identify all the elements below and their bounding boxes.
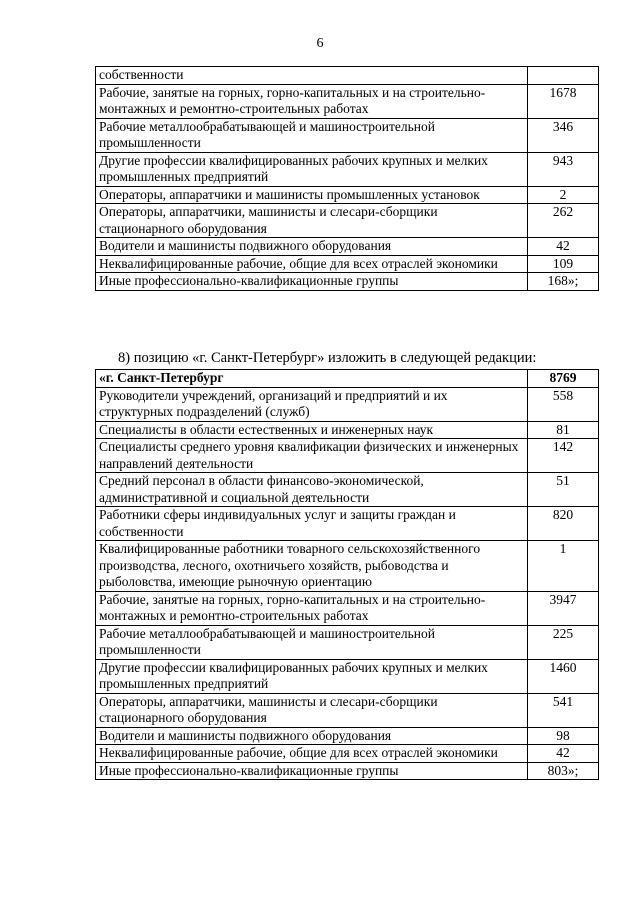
table-row: [96, 387, 599, 421]
occupation-group-label: Рабочие, занятые на горных, горно-капитальных и на строительно-монтажных и ремонтно-строительных работах: [96, 591, 528, 625]
occupation-group-label: собственности: [96, 67, 528, 85]
occupation-group-label: Операторы, аппаратчики, машинисты и слесари-сборщики стационарного оборудования: [96, 204, 528, 238]
occupation-group-label: Специалисты в области естественных и инженерных наук: [96, 421, 528, 439]
occupation-group-label: Другие профессии квалифицированных рабочих крупных и мелких промышленных предприятий: [96, 152, 528, 186]
table-row: [96, 421, 599, 439]
table-row: [96, 67, 599, 85]
occupation-group-label: Неквалифицированные рабочие, общие для всех отраслей экономики: [96, 255, 528, 273]
table-row: [96, 625, 599, 659]
table-row: [96, 745, 599, 763]
table-row: [96, 473, 599, 507]
occupation-group-label: Специалисты среднего уровня квалификации физических и инженерных направлений деятельности: [96, 439, 528, 473]
table-row: [96, 507, 599, 541]
table-row: [96, 693, 599, 727]
table-row: [96, 591, 599, 625]
occupation-group-label: Рабочие металлообрабатывающей и машиностроительной промышленности: [96, 625, 528, 659]
occupation-group-count: 42: [528, 238, 599, 256]
occupation-group-count: 1460: [528, 659, 599, 693]
occupation-group-count: 820: [528, 507, 599, 541]
occupation-group-count: 541: [528, 693, 599, 727]
amendment-instruction: 8) позицию «г. Санкт-Петербург» изложить в следующей редакции:: [118, 350, 537, 366]
occupation-group-count: 346: [528, 118, 599, 152]
table-row: [96, 186, 599, 204]
occupation-group-label: Неквалифицированные рабочие, общие для всех отраслей экономики: [96, 745, 528, 763]
occupation-group-label: Работники сферы индивидуальных услуг и защиты граждан и собственности: [96, 507, 528, 541]
occupation-group-count: 1: [528, 541, 599, 592]
occupation-group-count: 2: [528, 186, 599, 204]
region-name: «г. Санкт-Петербург: [96, 370, 528, 388]
occupation-group-count: 168»;: [528, 273, 599, 291]
table-row: [96, 238, 599, 256]
occupation-group-count: [528, 67, 599, 85]
occupation-group-label: Средний персонал в области финансово-экономической, административной и социальной деятельности: [96, 473, 528, 507]
table-row: [96, 204, 599, 238]
table-row: [96, 762, 599, 780]
saint-petersburg-table: [95, 369, 599, 780]
occupation-group-count: 81: [528, 421, 599, 439]
occupation-group-count: 3947: [528, 591, 599, 625]
occupation-group-label: Квалифицированные работники товарного сельскохозяйственного производства, лесного, охотничьего хозяйств, рыбоводства и рыболовства, имеющие рыночную ориентацию: [96, 541, 528, 592]
occupation-group-count: 42: [528, 745, 599, 763]
occupation-group-label: Иные профессионально-квалификационные группы: [96, 273, 528, 291]
region-header-row: [96, 370, 599, 388]
table-row: [96, 152, 599, 186]
region-total: 8769: [528, 370, 599, 388]
occupation-group-count: 109: [528, 255, 599, 273]
occupation-group-label: Иные профессионально-квалификационные группы: [96, 762, 528, 780]
occupation-group-count: 225: [528, 625, 599, 659]
occupation-group-count: 142: [528, 439, 599, 473]
occupation-group-label: Операторы, аппаратчики, машинисты и слесари-сборщики стационарного оборудования: [96, 693, 528, 727]
occupation-group-count: 943: [528, 152, 599, 186]
table-row: [96, 439, 599, 473]
table-body: [96, 67, 599, 291]
occupation-table-continued: [95, 66, 599, 291]
table-row: [96, 727, 599, 745]
occupation-group-label: Рабочие металлообрабатывающей и машиностроительной промышленности: [96, 118, 528, 152]
table-row: [96, 118, 599, 152]
occupation-group-count: 262: [528, 204, 599, 238]
table-row: [96, 659, 599, 693]
table-row: [96, 541, 599, 592]
occupation-group-count: 51: [528, 473, 599, 507]
table-row: [96, 84, 599, 118]
table-body: [96, 387, 599, 780]
occupation-group-label: Операторы, аппаратчики и машинисты промышленных установок: [96, 186, 528, 204]
table-row: [96, 273, 599, 291]
occupation-group-label: Рабочие, занятые на горных, горно-капитальных и на строительно-монтажных и ремонтно-строительных работах: [96, 84, 528, 118]
occupation-group-count: 98: [528, 727, 599, 745]
occupation-group-label: Другие профессии квалифицированных рабочих крупных и мелких промышленных предприятий: [96, 659, 528, 693]
table-row: [96, 255, 599, 273]
page-number: 6: [316, 36, 324, 51]
occupation-group-label: Руководители учреждений, организаций и предприятий и их структурных подразделений (служб): [96, 387, 528, 421]
occupation-group-label: Водители и машинисты подвижного оборудования: [96, 238, 528, 256]
occupation-group-count: 558: [528, 387, 599, 421]
occupation-group-label: Водители и машинисты подвижного оборудования: [96, 727, 528, 745]
occupation-group-count: 803»;: [528, 762, 599, 780]
occupation-group-count: 1678: [528, 84, 599, 118]
